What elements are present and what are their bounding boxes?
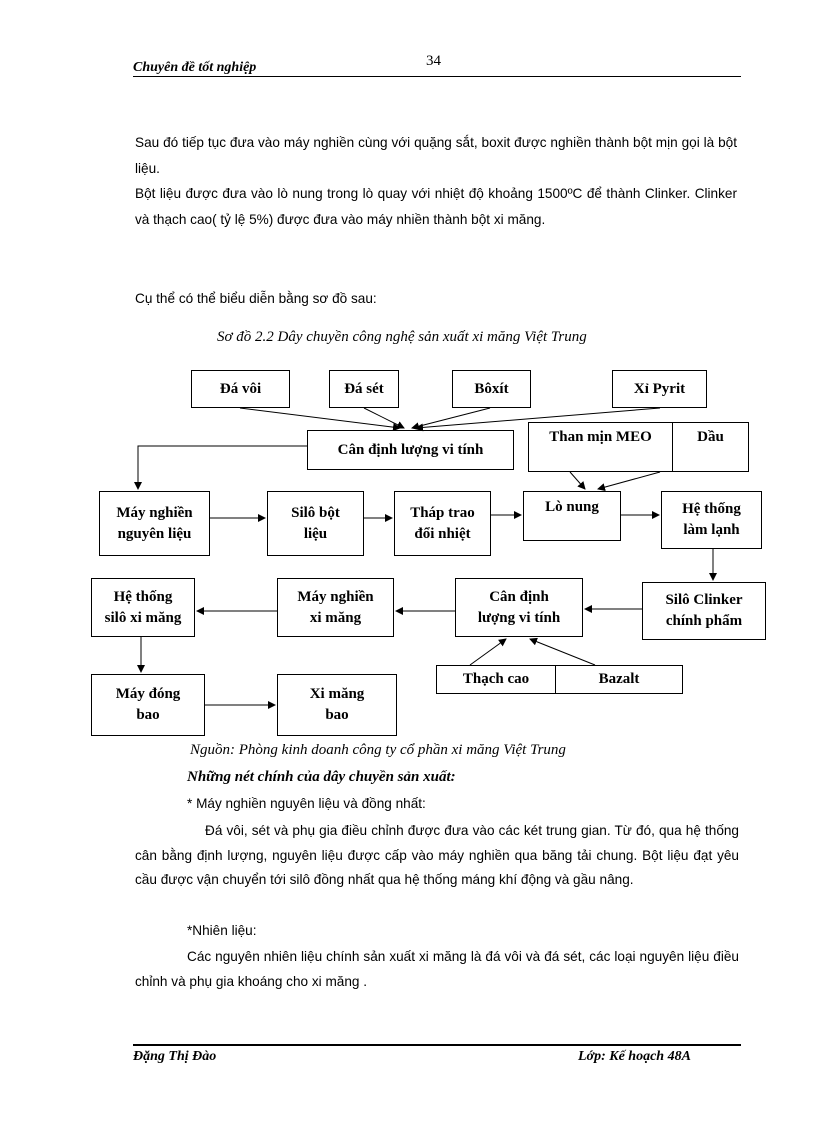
node-can-dinh-luong-2: Cân định lượng vi tính <box>455 578 583 637</box>
node-may-dong-bao: Máy đóng bao <box>91 674 205 736</box>
node-than-min-meo: Than mịn MEO <box>529 423 673 471</box>
node-can-dinh-luong-1: Cân định lượng vi tính <box>307 430 514 470</box>
intro-paragraph-3: Cụ thể có thể biểu diễn bằng sơ đồ sau: <box>135 291 377 306</box>
node-thap-trao-doi-nhiet: Tháp trao đổi nhiệt <box>394 491 491 556</box>
features-heading: Những nét chính của dây chuyền sản xuất: <box>187 769 456 785</box>
node-lo-nung: Lò nung <box>523 491 621 541</box>
node-silo-clinker: Silô Clinker chính phẩm <box>642 582 766 640</box>
header-title: Chuyên đề tốt nghiệp <box>133 60 257 75</box>
node-he-thong-lam-lanh: Hệ thống làm lạnh <box>661 491 762 549</box>
node-xi-pyrit: Xỉ Pyrit <box>612 370 707 408</box>
arrow-bazalt <box>530 639 595 665</box>
intro-paragraph-2: Bột liệu được đưa vào lò nung trong lò quay với nhiệt độ khoảng 1500ºC để thành Clinker. Clinker và thạch cao( tỷ lệ 5%) được đưa vào máy nhiền thành bột xi măng. <box>135 186 737 227</box>
node-may-nghien-xi-mang: Máy nghiền xi măng <box>277 578 394 637</box>
feature-1-body: Đá vôi, sét và phụ gia điều chỉnh được đưa vào các két trung gian. Từ đó, qua hệ thống cân bằng định lượng, nguyên liệu được cấp vào máy nghiền qua băng tải chung. Bột liệu đạt yêu cầu được vận chuyển tới silô đồng nhất qua hệ thống máng khí động và gầu nâng. <box>135 823 739 887</box>
intro-paragraph-1: Sau đó tiếp tục đưa vào máy nghiền cùng với quặng sắt, boxit được nghiền thành bột mịn gọi là bột liệu. <box>135 135 737 176</box>
arrow-thach-cao <box>470 639 506 665</box>
diagram-caption: Sơ đồ 2.2 Dây chuyền công nghệ sản xuất xi măng Việt Trung <box>217 329 587 345</box>
feature-1-title: * Máy nghiền nguyên liệu và đồng nhất: <box>187 796 426 811</box>
feature-2-body: Các nguyên nhiên liệu chính sản xuất xi măng là đá vôi và đá sét, các loại nguyên liệu điều chỉnh và phụ gia khoáng cho xi măng . <box>135 949 739 989</box>
arrow-da-set <box>364 408 404 428</box>
node-thach-cao: Thạch cao <box>437 666 556 693</box>
footer-rule <box>133 1044 741 1046</box>
node-boxit: Bôxít <box>452 370 531 408</box>
page-number: 34 <box>426 53 441 69</box>
node-may-nghien-nguyen-lieu: Máy nghiền nguyên liệu <box>99 491 210 556</box>
arrow-to-may-nghien-nl <box>138 446 307 489</box>
footer-author: Đặng Thị Đào <box>133 1049 217 1064</box>
node-he-thong-silo-xi-mang: Hệ thống silô xi măng <box>91 578 195 637</box>
feature-2-title: *Nhiên liệu: <box>187 923 257 938</box>
node-bazalt: Bazalt <box>598 671 640 687</box>
node-xi-mang-bao: Xi măng bao <box>277 674 397 736</box>
node-dau: Dầu <box>697 429 724 445</box>
arrow-da-voi <box>240 408 400 428</box>
arrow-dau-to-lo <box>598 472 660 489</box>
node-da-voi: Đá vôi <box>191 370 290 408</box>
diagram-source: Nguồn: Phòng kinh doanh công ty cổ phần xi măng Việt Trung <box>190 742 566 758</box>
node-silo-bot-lieu: Silô bột liệu <box>267 491 364 556</box>
arrow-than-to-lo <box>570 472 585 489</box>
footer-class: Lớp: Kế hoạch 48A <box>578 1049 691 1064</box>
node-da-set: Đá sét <box>329 370 399 408</box>
